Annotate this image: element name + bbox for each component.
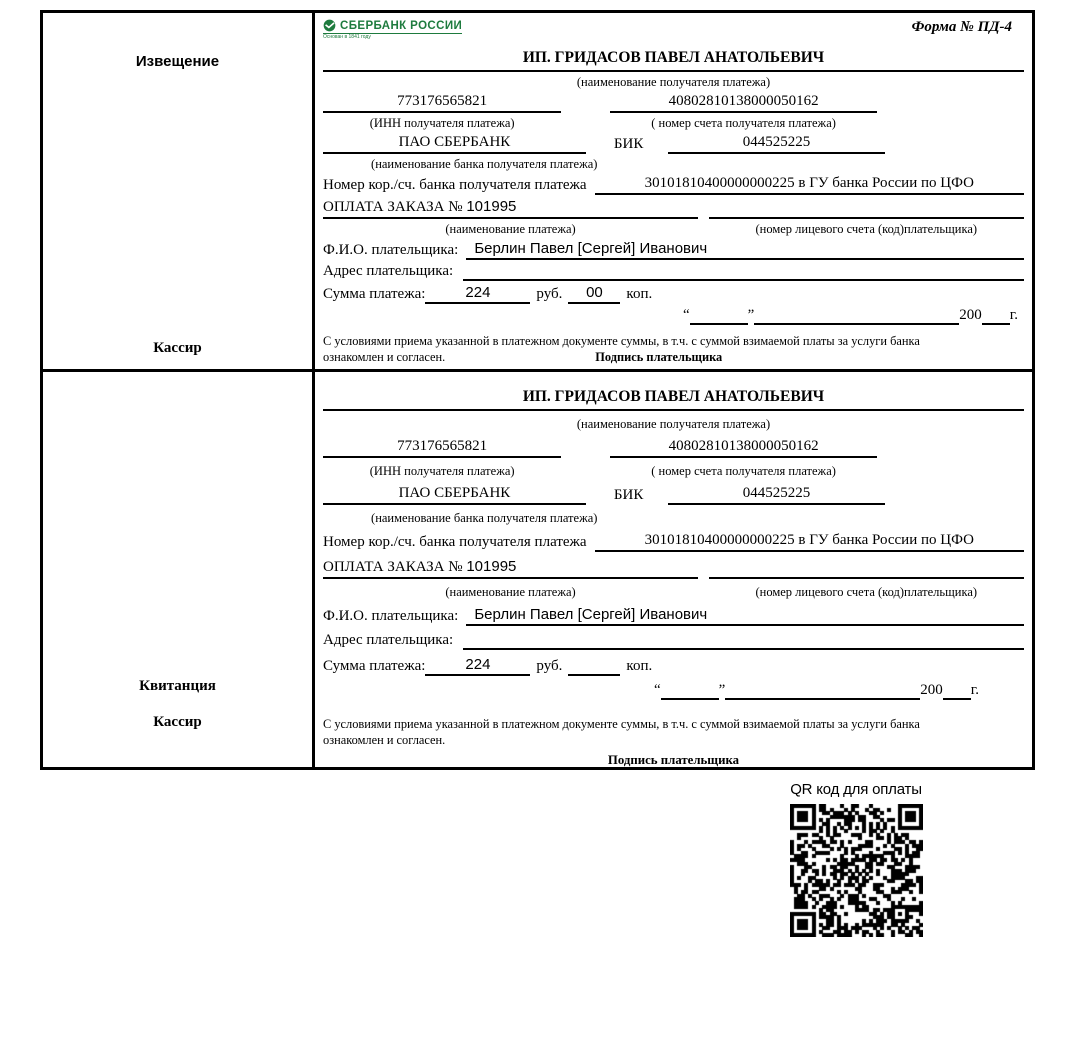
section-notice: [40, 10, 1035, 372]
date-row: [323, 681, 1024, 700]
date-year-suffix: г.: [970, 682, 979, 698]
date-year: 200: [959, 307, 982, 323]
section-receipt: [40, 369, 1035, 770]
payee-name-caption: (наименование получателя платежа): [576, 417, 771, 431]
date-year: 200: [920, 682, 943, 698]
payer-name-value: Берлин Павел [Сергей] Иванович: [466, 239, 1024, 260]
payment-purpose-row: [323, 557, 1024, 579]
payment-purpose-field: [323, 557, 698, 579]
payer-account-caption: (номер лицевого счета (код)плательщика): [755, 222, 978, 236]
date-row: [323, 306, 1024, 325]
signature-label: Подпись плательщика: [595, 350, 723, 364]
agreement-line2-row: [323, 349, 1024, 365]
amount-row: [323, 655, 1024, 676]
payer-name-value: Берлин Павел [Сергей] Иванович: [466, 605, 1024, 626]
bank-caption-row: [323, 510, 1024, 526]
amount-rub-value: 224: [425, 655, 530, 676]
rub-label: руб.: [536, 658, 563, 674]
notice-logo-row: [323, 17, 1024, 47]
amount-kop-value: [568, 659, 620, 676]
qr-label: QR код для оплаты: [790, 781, 922, 798]
payer-address-value: [463, 633, 1024, 650]
open-quote: “: [682, 307, 690, 323]
corr-account-value: 30101810400000000225 в ГУ банка России по ЦФО: [595, 531, 1024, 552]
order-number-value: 101995: [466, 558, 517, 575]
corr-account-label: Номер кор./сч. банка получателя платежа: [323, 534, 587, 550]
receipt-left-column: [43, 372, 315, 767]
sberbank-logo: [323, 17, 462, 40]
receipt-cashier-label: Кассир: [153, 714, 202, 730]
bank-name-value: ПАО СБЕРБАНК: [323, 133, 586, 154]
agreement-line2: ознакомлен и согласен.: [323, 350, 446, 364]
payee-inn-value: 773176565821: [323, 437, 561, 458]
payment-purpose-prefix: ОПЛАТА ЗАКАЗА №: [323, 559, 463, 575]
payer-address-row: [323, 262, 1024, 281]
inn-account-row: [323, 437, 1024, 458]
notice-left-column: [43, 13, 315, 369]
payee-inn-value: 773176565821: [323, 92, 561, 113]
payee-account-caption: ( номер счета получателя платежа): [651, 116, 836, 130]
amount-rub-value: 224: [425, 283, 530, 304]
form-number: Форма № ПД-4: [911, 19, 1012, 35]
payer-account-field-empty: [709, 562, 1024, 579]
bik-label: БИК: [613, 487, 644, 503]
payment-purpose-row: [323, 197, 1024, 219]
payer-account-caption: (номер лицевого счета (код)плательщика): [755, 585, 978, 599]
order-number-value: 101995: [466, 198, 517, 215]
purpose-captions-row: [323, 584, 1024, 600]
receipt-title: Квитанция: [139, 678, 216, 694]
date-month-field: [754, 308, 959, 325]
bik-label: БИК: [613, 136, 644, 152]
payer-address-label: Адрес плательщика:: [323, 263, 454, 279]
date-month-field: [725, 683, 920, 700]
payee-account-value: 40802810138000050162: [610, 92, 876, 113]
bik-value: 044525225: [668, 484, 885, 505]
amount-row: [323, 283, 1024, 304]
rub-label: руб.: [536, 286, 563, 302]
date-year-field: [943, 683, 971, 700]
inn-account-captions: [323, 463, 1024, 479]
bik-value: 044525225: [668, 133, 885, 154]
bank-name-value: ПАО СБЕРБАНК: [323, 484, 586, 505]
payer-account-field-empty: [709, 202, 1024, 219]
inn-account-row: [323, 92, 1024, 113]
payer-address-value: [463, 264, 1024, 281]
agreement-line2: ознакомлен и согласен.: [323, 733, 446, 747]
payee-name-value: ИП. ГРИДАСОВ ПАВЕЛ АНАТОЛЬЕВИЧ: [323, 49, 1024, 72]
agreement-line1: С условиями приема указанной в платежном документе суммы, в т.ч. с суммой взимаемой платы за услуги банка: [323, 717, 920, 731]
sberbank-logo-icon: [323, 19, 336, 32]
payee-name-value: ИП. ГРИДАСОВ ПАВЕЛ АНАТОЛЬЕВИЧ: [323, 388, 1024, 411]
payee-account-caption: ( номер счета получателя платежа): [651, 464, 836, 478]
close-quote: ”: [747, 307, 755, 323]
kop-label: коп.: [626, 286, 653, 302]
open-quote: “: [653, 682, 661, 698]
corr-account-value: 30101810400000000225 в ГУ банка России по ЦФО: [595, 174, 1024, 195]
sberbank-logo-slogan: Основан в 1841 году: [323, 34, 371, 40]
notice-title: Извещение: [135, 53, 220, 70]
amount-kop-value: 00: [568, 283, 620, 304]
payee-bank-caption: (наименование банка получателя платежа): [371, 157, 598, 171]
amount-label: Сумма платежа:: [323, 286, 426, 302]
payer-name-label: Ф.И.О. плательщика:: [323, 608, 459, 624]
payer-name-row: [323, 239, 1024, 260]
date-year-field: [982, 308, 1010, 325]
kop-label: коп.: [626, 658, 653, 674]
bank-bik-row: [323, 484, 1024, 505]
date-day-field: [690, 308, 748, 325]
purpose-captions-row: [323, 221, 1024, 237]
payment-name-caption: (наименование платежа): [445, 222, 576, 236]
agreement-line1: С условиями приема указанной в платежном документе суммы, в т.ч. с суммой взимаемой платы за услуги банка: [323, 334, 920, 348]
bank-bik-row: [323, 133, 1024, 154]
corr-account-label: Номер кор./сч. банка получателя платежа: [323, 177, 587, 193]
payer-name-label: Ф.И.О. плательщика:: [323, 242, 459, 258]
payee-bank-caption: (наименование банка получателя платежа): [371, 511, 598, 525]
notice-cashier-label: Кассир: [153, 340, 202, 356]
qr-code: [790, 804, 923, 937]
agreement-block: [323, 716, 1024, 748]
close-quote: ”: [718, 682, 726, 698]
payment-name-caption: (наименование платежа): [445, 585, 576, 599]
payer-address-label: Адрес плательщика:: [323, 632, 454, 648]
payer-address-row: [323, 631, 1024, 650]
qr-block: [778, 781, 934, 937]
payee-account-value: 40802810138000050162: [610, 437, 876, 458]
sberbank-logo-text: СБЕРБАНК РОССИИ: [340, 19, 463, 32]
payee-inn-caption: (ИНН получателя платежа): [369, 116, 515, 130]
date-year-suffix: г.: [1009, 307, 1018, 323]
payer-name-row: [323, 605, 1024, 626]
inn-account-captions: [323, 115, 1024, 131]
payee-inn-caption: (ИНН получателя платежа): [369, 464, 515, 478]
notice-content: [315, 13, 1032, 369]
date-day-field: [661, 683, 719, 700]
signature-label: Подпись плательщика: [607, 753, 740, 767]
corr-account-row: [323, 531, 1024, 552]
agreement-block: [323, 333, 1024, 365]
bank-caption-row: [323, 156, 1024, 172]
amount-label: Сумма платежа:: [323, 658, 426, 674]
payee-name-caption: (наименование получателя платежа): [576, 75, 771, 89]
payment-purpose-field: [323, 197, 698, 219]
payment-purpose-prefix: ОПЛАТА ЗАКАЗА №: [323, 199, 463, 215]
corr-account-row: [323, 174, 1024, 195]
receipt-content: [315, 372, 1032, 767]
